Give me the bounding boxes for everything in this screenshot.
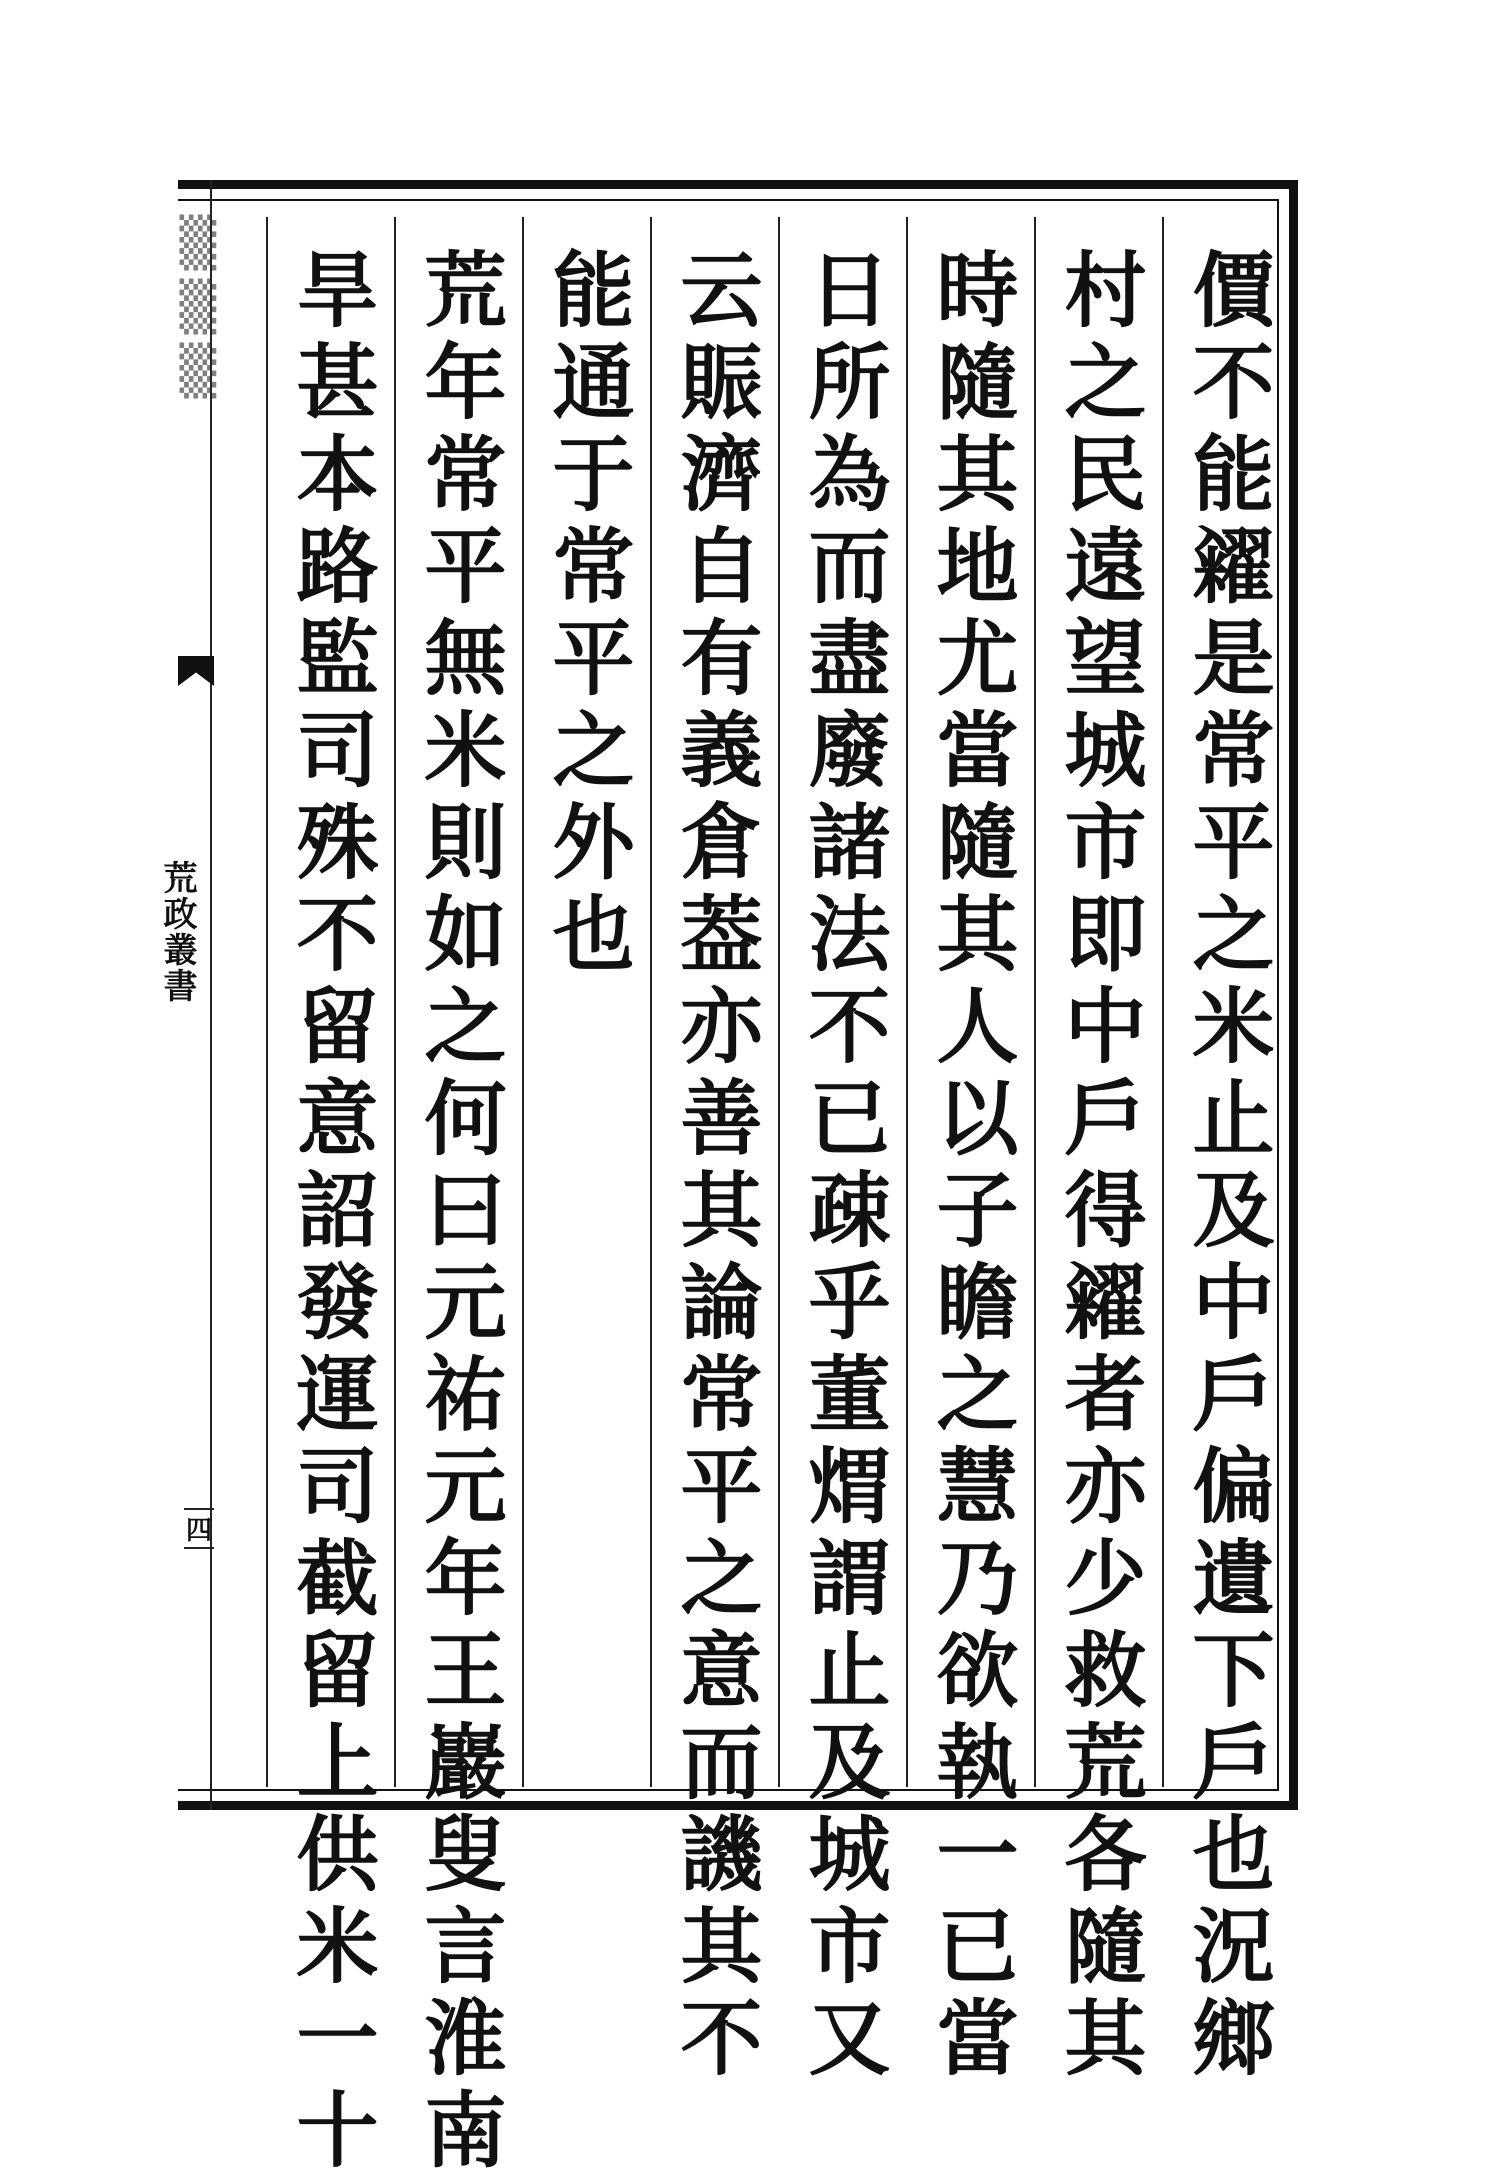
text-column-4: [778, 217, 906, 2087]
text-column-8: [266, 217, 394, 2179]
text-column-7: [394, 217, 522, 2179]
faded-marginal-text: ▒▒▒: [170, 215, 226, 407]
text-column-3: [906, 217, 1034, 2087]
column-text: 荒年常平無米則如之何曰元祐元年王巖叟言淮南: [411, 247, 507, 2179]
column-text: 能通于常平之外也: [539, 247, 635, 983]
column-text: 旱甚本路監司殊不留意詔發運司截留上供米一十: [283, 247, 379, 2179]
text-column-2: [1034, 217, 1162, 2087]
column-text: 價不能糴是常平之米止及中戶偏遺下戶也況鄉: [1179, 247, 1275, 2087]
book-title-label: 荒政叢書: [157, 860, 197, 1004]
column-text: 村之民遠望城市即中戶得糴者亦少救荒各隨其: [1051, 247, 1147, 2087]
column-text: 日所為而盡廢諸法不已疎乎董煟謂止及城市又: [795, 247, 891, 2087]
text-frame: [178, 180, 1298, 2179]
text-column-1: [1162, 217, 1290, 2087]
text-column-6: [522, 217, 650, 1787]
column-text: 時隨其地尤當隨其人以子瞻之慧乃欲執一已當: [923, 247, 1019, 2087]
text-column-5: [650, 217, 778, 2087]
page-number: 四: [184, 1508, 214, 1549]
column-text: 云賑濟自有義倉葢亦善其論常平之意而譏其不: [667, 247, 763, 2087]
